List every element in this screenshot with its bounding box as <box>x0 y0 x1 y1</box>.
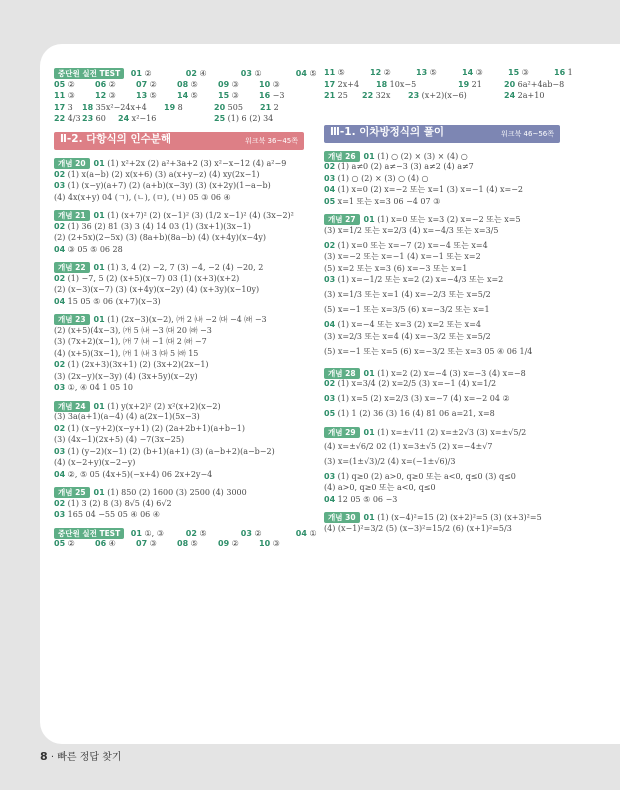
concept-28-block: 개념 28 01 (1) x=2 (2) x=−4 (3) x=−3 (4) x=−8 02 (1) x=3/4 (2) x=2/5 (3) x=−1 (4) x=1/2 03 (1) x=5 (2) x=2/3 (3) x=−7 (4) x=−2 04 ② 05 (1) 1 (2) 36 (3) 16 (4) 81 06 a=21, x=8 <box>324 368 526 418</box>
section-header-3-1 <box>324 125 560 143</box>
concept-24-block: 개념 24 01 (1) y(x+2)² (2) x²(x+2)(x−2) (3) 3a(a+1)(a−4) (4) a(2x−1)(5x−3) 02 (1) (x−y+2)(x−y+1) (2) (2a+2b+1)(a+b−1) (3) (4x−1)(2x+5) (4) −7(3x−25) 03 (1) (y−2)(x−1) (2) (b+1)(a+1) (3) (a−b+2)(a−b−2) (4) (x−2+y)(x−2−y) 04 ②, ⑤ 05 (4x+5)(−x+4) 06 2x+2y−4 <box>54 401 275 479</box>
concept-label: 개념 21 <box>54 210 90 221</box>
midtest-continued-block: 11 ⑤ 12 ② 13 ⑤ 14 ③ 15 ③ 16 1 17 2x+4 18 10x−5 19 21 20 6a²+4ab−8 21 25 22 32x 23 (x+2)(x−6) 24 2a+10 <box>324 68 573 100</box>
concept-27-block: 개념 27 01 (1) x=0 또는 x=3 (2) x=−2 또는 x=5 (3) x=1/2 또는 x=2/3 (4) x=−4/3 또는 x=3/5 02 (1) x=0 또는 x=−7 (2) x=−4 또는 x=4 (3) x=−2 또는 x=−1 (4) x=−1 또는 x=2 (5) x=2 또는 x=3 (6) x=−3 또는 x=1 03 (1) x=−1/2 또는 x=2 (2) x=−4/3 또는 x=2 (3) x=1/3 또는 x=1 (4) x=−2/3 또는 x=5/2 (5) x=−1 또는 x=3/5 (6) x=−3/2 또는 x=1 04 (1) x=−4 또는 x=3 (2) x=2 또는 x=4 (3) x=2/3 또는 x=4 (4) x=−3/2 또는 x=5/2 (5) x=−1 또는 x=5 (6) x=−3/2 또는 x=3 05 ④ 06 1/4 <box>324 215 533 356</box>
section-header-2-2 <box>54 132 304 150</box>
midtest-block-2: 중단원 실전 TEST 01 ①, ③ 02 ⑤ 03 ② 04 ① 05 ② 06 ④ 07 ③ 08 ⑤ 09 ② 10 ③ <box>54 528 317 548</box>
concept-20-block: 개념 20 01 (1) x²+2x (2) a²+3a+2 (3) x²−x−12 (4) a²−9 02 (1) x(a−b) (2) x(x+6) (3) a(x+y−z) (4) xy(2x−1) 03 (1) (x−y)(a+7) (2) (a+b)(x−3y) (3) (x+2y)(1−a−b) (4) 4x(x+y) 04 (ㄱ), (ㄴ), (ㅁ), (ㅂ) 05 ③ 06 ④ <box>54 159 287 202</box>
midtest-label: 중단원 실전 TEST <box>54 68 124 79</box>
concept-25-block: 개념 25 01 (1) 850 (2) 1600 (3) 2500 (4) 3000 02 (1) 3 (2) 8 (3) 8√5 (4) 6√2 03 165 04 −55 05 ④ 06 ④ <box>54 488 247 519</box>
page-number: 8 <box>40 750 48 763</box>
section-title: Ⅲ-1. 이차방정식의 풀이 <box>330 125 445 138</box>
workbook-ref: 워크북 36~45쪽 <box>245 137 298 145</box>
concept-21-block: 개념 21 01 (1) (x+7)² (2) (x−1)² (3) (1/2 x−1)² (4) (3x−2)² 02 (1) 36 (2) 81 (3) 3 (4) 14 03 (1) (3x+1)(3x−1) (2) (2+5x)(2−5x) (3) (8a+b)(8a−b) (4) (x+4y)(x−4y) 04 ③ 05 ⑤ 06 28 <box>54 211 294 254</box>
concept-label: 개념 26 <box>324 151 360 162</box>
footer-title: 빠른 정답 찾기 <box>57 752 122 763</box>
concept-29-block: 개념 29 01 (1) x=±√11 (2) x=±2√3 (3) x=±√5/2 (4) x=±√6/2 02 (1) x=3±√5 (2) x=−4±√7 (3) x=(1±√3)/2 (4) x=(−1±√6)/3 03 (1) q≥0 (2) a>0, q≥0 또는 a<0, q≤0 (3) q≤0 (4) a>0, q≥0 또는 a<0, q≤0 04 12 05 ⑤ 06 −3 <box>324 427 527 504</box>
concept-label: 개념 25 <box>54 487 90 498</box>
concept-label: 개념 23 <box>54 314 90 325</box>
concept-label: 개념 24 <box>54 401 90 412</box>
concept-label: 개념 30 <box>324 512 360 523</box>
concept-label: 개념 20 <box>54 158 90 169</box>
concept-label: 개념 28 <box>324 368 360 379</box>
right-column <box>324 68 614 539</box>
midtest-label: 중단원 실전 TEST <box>54 528 124 539</box>
concept-label: 개념 22 <box>54 262 90 273</box>
section-title: Ⅱ-2. 다항식의 인수분해 <box>60 133 172 145</box>
concept-26-block: 개념 26 01 (1) ○ (2) × (3) × (4) ○ 02 (1) a≠0 (2) a≠−3 (3) a≠2 (4) a≠7 03 (1) ○ (2) × (3) ○ (4) ○ 04 (1) x=0 (2) x=−2 또는 x=1 (3) x=−1 (4) x=−2 05 x=1 또는 x=3 06 −4 07 ③ <box>324 151 523 206</box>
concept-30-block: 개념 30 01 (1) (x−4)²=15 (2) (x+2)²=5 (3) (x+3)²=5 (4) (x−1)²=3/2 (5) (x−3)²=15/2 (6) (x+1)²=5/3 <box>324 513 542 533</box>
left-column <box>54 68 317 551</box>
concept-label: 개념 27 <box>324 214 360 225</box>
midtest-block-1: 중단원 실전 TEST 01 ② 02 ④ 03 ① 04 ⑤ 05 ② 06 ② 07 ② 08 ⑤ 09 ③ 10 ③ 11 ③ 12 ③ 13 ⑤ 14 ⑤ 15 ③ 16 −3 17 3 18 35x²−24x+4 19 8 20 505 21 2 22 4/323 60 24 x²−16 25 (1) 6 (2) 34 <box>54 69 317 123</box>
workbook-ref: 워크북 46~56쪽 <box>501 129 554 138</box>
concept-label: 개념 29 <box>324 427 360 438</box>
concept-22-block: 개념 22 01 (1) 3, 4 (2) −2, 7 (3) −4, −2 (4) −20, 2 02 (1) −7, 5 (2) (x+5)(x−7) 03 (1) (x+3)(x+2) (2) (x−3)(x−7) (3) (x+4y)(x−2y) (4) (x+3y)(x−10y) 04 15 05 ⑤ 06 (x+7)(x−3) <box>54 263 264 306</box>
page-footer: 8 · 빠른 정답 찾기 <box>40 750 122 763</box>
concept-23-block: 개념 23 01 (1) (2x−3)(x−2), ㈎ 2 ㈏ −2 ㈐ −4 ㈑ −3 (2) (x+5)(4x−3), ㈎ 5 ㈏ −3 ㈐ 20 ㈑ −3 (3) (7x+2)(x−1), ㈎ 7 ㈏ −1 ㈐ 2 ㈑ −7 (4) (x+5)(3x−1), ㈎ 1 ㈏ 3 ㈐ 5 ㈑ 15 02 (1) (2x+3)(3x+1) (2) (3x+2)(2x−1) (3) (2x−y)(x−3y) (4) (3x+5y)(x−2y) 03 ①, ④ 04 1 05 10 <box>54 315 267 392</box>
